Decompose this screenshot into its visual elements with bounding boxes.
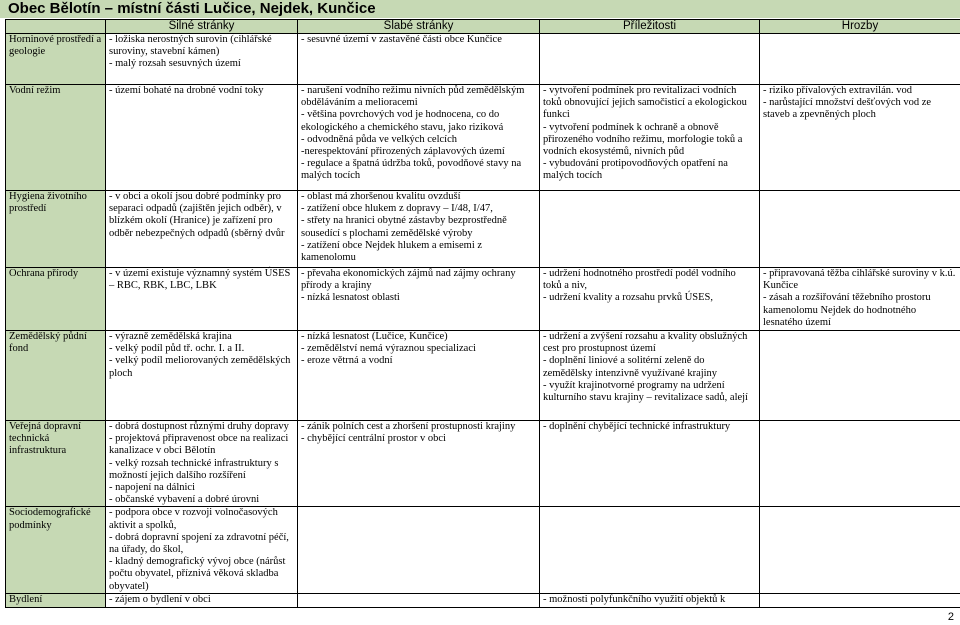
cell-line: - zatížení obce Nejdek hlukem a emisemi z kamenolomu (301, 239, 483, 264)
cell-line: - připravovaná těžba cihlářské suroviny v k.ú. Kunčice (763, 268, 956, 292)
strengths-cell (106, 191, 298, 268)
cell-line: - podpora obce v rozvoji volnočasových aktivit a spolků, (109, 507, 278, 531)
opportunities-cell (540, 331, 760, 421)
cell-line: - výrazně zemědělská krajina (109, 331, 232, 342)
weaknesses-cell (298, 421, 540, 507)
cell-line: - střety na hranici obytné zástavby bezprostředně sousedící s plochami zemědělské výroby (301, 215, 507, 239)
cell-line: - regulace a špatná údržba toků, povodňové stavy na malých tocích (301, 158, 522, 182)
header-threats: Hrozby (760, 20, 960, 34)
header-opportunities: Příležitosti (540, 20, 760, 34)
cell-line: - doplnění chybějící technické infrastruktury (543, 421, 731, 432)
threats-cell (760, 507, 960, 593)
weaknesses-cell (298, 507, 540, 593)
opportunities-cell (540, 507, 760, 593)
cell-line: - vybudování protipovodňových opatření na malých tocích (543, 158, 728, 182)
page-number: 2 (947, 611, 954, 623)
row-label: Zemědělský půdní fond (6, 331, 106, 421)
row-label: Hygiena životního prostředí (6, 191, 106, 268)
row-label: Bydlení (6, 593, 106, 607)
threats-cell (760, 34, 960, 85)
table-row (6, 268, 960, 331)
table-row (6, 85, 960, 191)
cell-line: - projektová připravenost obce na realizaci kanalizace v obci Bělotín (109, 433, 289, 457)
cell-line: - kladný demografický vývoj obce (nárůst počtu obyvatel, příznivá věková skladba obyvatel) (109, 556, 286, 592)
cell-line: - narůstající množství dešťových vod ze staveb a zpevněných ploch (763, 97, 932, 121)
weaknesses-cell (298, 191, 540, 268)
weaknesses-cell (298, 593, 540, 607)
strengths-cell (106, 593, 298, 607)
weaknesses-cell (298, 85, 540, 191)
threats-cell (760, 85, 960, 191)
cell-line: - riziko přívalových extravilán. vod (763, 85, 912, 96)
cell-line: - vytvoření podmínek k ochraně a obnově přirozeného vodního režimu, morfologie toků a vodních ekosystémů, nivních půd (543, 121, 743, 158)
cell-line: - v obci a okolí jsou dobré podmínky pro separaci odpadů (zajištěn jejich odběr), v blízkém okolí (Hranice) je zařízení pro odběr nebezpečných odpadů (sběrný dvůr (109, 191, 285, 239)
cell-line: - zemědělství nemá výraznou specializaci (301, 343, 476, 355)
opportunities-cell (540, 191, 760, 268)
strengths-cell (106, 85, 298, 191)
cell-line: - velký rozsah technické infrastruktury s možností jejich dalšího rozšíření (109, 457, 279, 481)
cell-line: - území bohaté na drobné vodní toky (109, 85, 264, 96)
cell-line: - zánik polních cest a zhoršení prostupnosti krajiny (301, 421, 516, 432)
cell-line: - možnosti polyfunkčního využití objektů k (543, 593, 726, 605)
cell-line: - zájem o bydlení v obci (109, 593, 211, 605)
weaknesses-cell (298, 331, 540, 421)
header-corner (6, 20, 106, 34)
cell-line: - chybějící centrální prostor v obci (301, 433, 446, 445)
threats-cell (760, 421, 960, 507)
strengths-cell (106, 331, 298, 421)
cell-line: - zásah a rozšiřování těžebního prostoru kamenolomu Nejdek do hodnotného lesnatého území (763, 292, 931, 328)
cell-line: - nízká lesnatost oblasti (301, 292, 400, 304)
cell-line: - převaha ekonomických zájmů nad zájmy ochrany přírody a krajiny (301, 268, 516, 292)
table-row (6, 191, 960, 268)
cell-line: - velký podíl meliorovaných zemědělských ploch (109, 355, 291, 379)
row-label: Vodní režim (6, 85, 106, 191)
strengths-cell (106, 34, 298, 85)
strengths-cell (106, 421, 298, 507)
cell-line: - udržení hodnotného prostředí podél vodního toků a niv, (543, 268, 736, 292)
threats-cell (760, 268, 960, 331)
cell-line: - ložiska nerostných surovin (cihlářské suroviny, stavební kámen) (109, 34, 272, 58)
cell-line: - doplnění liniové a solitérní zeleně do zemědělsky intenzivně využívané krajiny (543, 355, 718, 379)
weaknesses-cell (298, 34, 540, 85)
cell-line: - velký podíl půd tř. ochr. I. a II. (109, 343, 245, 355)
cell-line: - narušení vodního režimu nivních půd zemědělským obděláváním a melioracemi (301, 85, 525, 109)
strengths-cell (106, 507, 298, 593)
opportunities-cell (540, 268, 760, 331)
opportunities-cell (540, 421, 760, 507)
cell-line: - eroze větrná a vodní (301, 355, 393, 367)
cell-line: - většina povrchových vod je hodnocena, co do ekologického a chemického stavu, jako riziková (301, 109, 504, 133)
threats-cell (760, 593, 960, 607)
cell-line: - udržení kvality a rozsahu prvků ÚSES, (543, 292, 714, 304)
row-label: Ochrana přírody (6, 268, 106, 331)
row-label: Veřejná dopravní technická infrastruktura (6, 421, 106, 507)
opportunities-cell (540, 34, 760, 85)
table-row (6, 34, 960, 85)
header-row (6, 20, 960, 34)
swot-table (5, 19, 960, 608)
threats-cell (760, 331, 960, 421)
opportunities-cell (540, 593, 760, 607)
cell-line: - zatížení obce hlukem z dopravy – I/48, I/47, (301, 203, 493, 215)
page-title: Obec Bělotín – místní části Lučice, Nejdek, Kunčice (8, 0, 376, 17)
cell-line: - oblast má zhoršenou kvalitu ovzduší (301, 191, 461, 202)
cell-line: - napojení na dálnici (109, 482, 196, 494)
cell-line: - využít krajinotvorné programy na udržení kulturního stavu krajiny – revitalizace sadů, alejí (543, 379, 748, 404)
swot-body (6, 34, 960, 608)
cell-line: - sesuvné území v zastavěné části obce Kunčice (301, 34, 502, 45)
cell-line: - dobrá dostupnost různými druhy dopravy (109, 421, 289, 432)
cell-line: - dobrá dopravní spojení za zdravotní péčí, na úřady, do škol, (109, 531, 289, 556)
strengths-cell (106, 268, 298, 331)
cell-line: - odvodněná půda ve velkých celcích (301, 133, 457, 145)
header-weaknesses: Slabé stránky (298, 20, 540, 34)
threats-cell (760, 191, 960, 268)
table-row (6, 421, 960, 507)
weaknesses-cell (298, 268, 540, 331)
row-label: Sociodemografické podmínky (6, 507, 106, 593)
cell-line: - udržení a zvýšení rozsahu a kvality obslužných cest pro prostupnost území (543, 331, 748, 355)
table-row (6, 507, 960, 593)
cell-line: - vytvoření podmínek pro revitalizaci vodních toků obnovující jejich samočisticí a ekologickou funkci (543, 85, 747, 121)
cell-line: -nerespektování přirozených záplavových území (301, 146, 505, 158)
row-label: Horninové prostředí a geologie (6, 34, 106, 85)
cell-line: - malý rozsah sesuvných území (109, 58, 241, 70)
cell-line: - občanské vybavení a dobré úrovni (109, 494, 260, 506)
header-strengths: Silné stránky (106, 20, 298, 34)
table-row (6, 331, 960, 421)
opportunities-cell (540, 85, 760, 191)
cell-line: - v území existuje významný systém ÚSES – RBC, RBK, LBC, LBK (109, 268, 291, 292)
table-row (6, 593, 960, 607)
cell-line: - nízká lesnatost (Lučice, Kunčice) (301, 331, 448, 342)
